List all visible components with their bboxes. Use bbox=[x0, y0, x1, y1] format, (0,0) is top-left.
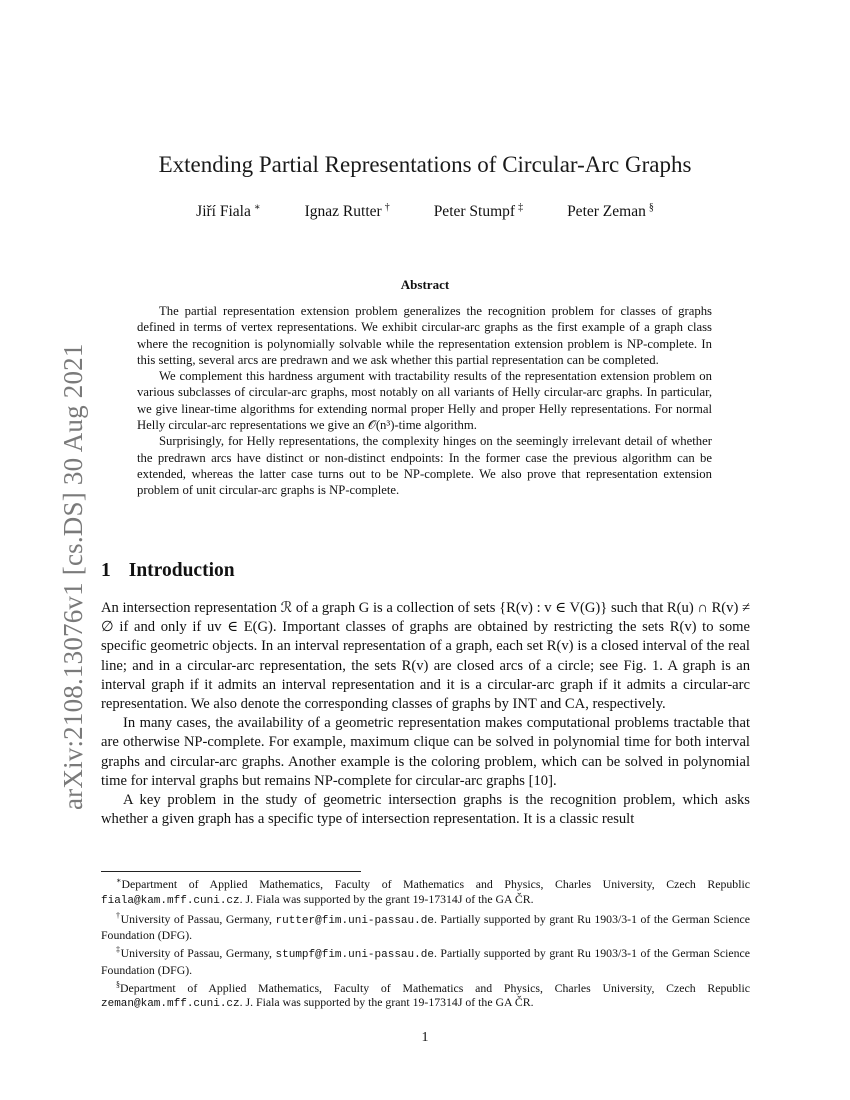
arxiv-stamp-text: arXiv:2108.13076v1 [cs.DS] 30 Aug 2021 bbox=[58, 343, 88, 810]
author-footnote-mark[interactable]: † bbox=[384, 202, 390, 213]
author: Peter Stumpf ‡ bbox=[433, 202, 524, 221]
author-footnote-mark[interactable]: ∗ bbox=[253, 202, 261, 213]
abstract-paragraph: We complement this hardness argument with tractability results of the representation extension problem on various subclasses of circular-arc graphs, most notably on all variants of Helly circular-arc graphs. In particular, we give linear-time algorithms for extending normal proper Helly and proper Helly representations. For normal Helly circular-arc representations we give an 𝒪(n³)-time algorithm. bbox=[137, 369, 712, 433]
author: Ignaz Rutter † bbox=[304, 202, 390, 221]
email-link[interactable]: rutter@fim.uni-passau.de bbox=[275, 914, 434, 927]
footnote-mark: § bbox=[116, 979, 120, 989]
footnote: ∗Department of Applied Mathematics, Faculty of Mathematics and Physics, Charles University, Czech Republic fiala@kam.mff.cuni.cz. J. Fiala was supported by the grant 19-17314J of the GA ČR. bbox=[101, 876, 750, 907]
email-link[interactable]: fiala@kam.mff.cuni.cz bbox=[101, 894, 240, 907]
author-footnote-mark[interactable]: ‡ bbox=[518, 202, 524, 213]
author-list bbox=[0, 202, 850, 221]
abstract bbox=[137, 303, 712, 499]
arxiv-stamp bbox=[20, 290, 88, 810]
email-link[interactable]: stumpf@fim.uni-passau.de bbox=[275, 948, 434, 961]
footnote: †University of Passau, Germany, rutter@fim.uni-passau.de. Partially supported by grant Ru 1903/3-1 of the German Science Foundation (DFG). bbox=[101, 910, 751, 943]
footnote-mark: ‡ bbox=[116, 945, 121, 955]
footnote: §Department of Applied Mathematics, Faculty of Mathematics and Physics, Charles University, Czech Republic zeman@kam.mff.cuni.cz. J. Fiala was supported by the grant 19-17314J of the GA ČR. bbox=[101, 979, 750, 1011]
author: Peter Zeman § bbox=[567, 202, 654, 221]
footnote-mark: † bbox=[116, 910, 121, 920]
footnotes bbox=[101, 874, 750, 1012]
footnote-mark: ∗ bbox=[116, 876, 122, 885]
body-text bbox=[101, 599, 750, 829]
footnote-rule bbox=[101, 871, 361, 872]
body-paragraph: In many cases, the availability of a geometric representation makes computational problems tractable that are otherwise NP-complete. For example, maximum clique can be solved in polynomial time for both interval graphs and circular-arc graphs. Another example is the coloring problem, which can be solved in polynomial time for interval graphs but remains NP-complete for circular-arc graphs [10]. bbox=[101, 715, 750, 789]
abstract-heading: Abstract bbox=[400, 277, 450, 292]
section-number: 1 bbox=[101, 560, 111, 581]
author-footnote-mark[interactable]: § bbox=[648, 202, 654, 213]
abstract-paragraph: The partial representation extension problem generalizes the recognition problem for classes of graphs defined in terms of vertex representations. We exhibit circular-arc graphs as the first example of a graph class where the recognition is polynomially solvable while the representation extension problem is NP-complete. In this setting, several arcs are predrawn and we ask whether this partial representation can be completed. bbox=[137, 304, 712, 367]
section-heading bbox=[101, 560, 235, 582]
page-number: 1 bbox=[421, 1030, 429, 1045]
body-paragraph: A key problem in the study of geometric intersection graphs is the recognition problem, which asks whether a given graph has a specific type of intersection representation. It is a classic result bbox=[101, 792, 750, 828]
abstract-paragraph: Surprisingly, for Helly representations, the complexity hinges on the seemingly irrelevant detail of whether the predrawn arcs have distinct or non-distinct endpoints: In the former case the previous algorithm can be extended, whereas the latter case turns out to be NP-complete. We also prove that representation extension problem of unit circular-arc graphs is NP-complete. bbox=[137, 434, 712, 498]
author: Jiří Fiala ∗ bbox=[196, 202, 261, 221]
body-paragraph: An intersection representation ℛ of a graph G is a collection of sets {R(v) : v ∈ V(G)} such that R(u) ∩ R(v) ≠ ∅ if and only if uv ∈ E(G). Important classes of graphs are obtained by restricting the sets R(v) to some specific geometric objects. In an interval representation of a graph, each set R(v) is a closed interval of the real line; and in a circular-arc representation, the sets R(v) are closed arcs of a circle; see Fig. 1. A graph is an interval graph if it admits an interval representation and it is a circular-arc graph if it admits a circular-arc representation. We also denote the corresponding classes of graphs by INT and CA, respectively. bbox=[101, 600, 750, 713]
section-title: Introduction bbox=[128, 560, 235, 581]
footnote: ‡University of Passau, Germany, stumpf@fim.uni-passau.de. Partially supported by grant Ru 1903/3-1 of the German Science Foundation (DFG). bbox=[101, 945, 751, 977]
paper-title: Extending Partial Representations of Circular-Arc Graphs bbox=[158, 152, 692, 177]
email-link[interactable]: zeman@kam.mff.cuni.cz bbox=[101, 998, 240, 1011]
